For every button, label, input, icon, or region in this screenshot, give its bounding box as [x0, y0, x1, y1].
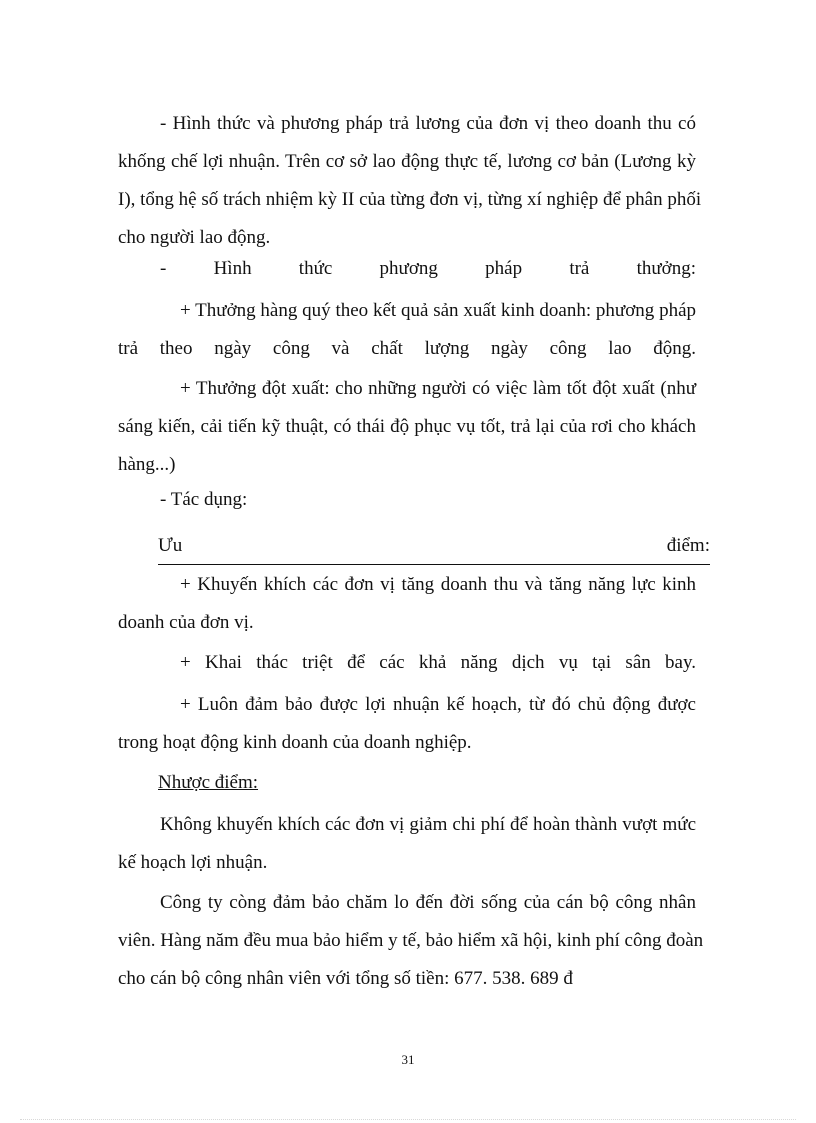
heading-word: phương [379, 258, 438, 279]
text-line: + Khuyến khích các đơn vị tăng doanh thu và tăng năng lực kinh [180, 574, 696, 595]
paragraph-special-bonus [118, 370, 696, 484]
text-line: - Hình thức và phương pháp trả lương của đơn vị theo doanh thu có [160, 113, 696, 134]
advantages-heading [158, 527, 710, 565]
paragraph-disadvantages [118, 806, 696, 882]
advantages-word: điểm: [666, 535, 710, 556]
text-line: trả theo ngày công và chất lượng ngày công lao động. [118, 338, 696, 359]
text-line: - Tác dụng: [160, 489, 248, 510]
page-bottom-border [20, 1119, 796, 1120]
heading-word: thức [298, 258, 333, 279]
text-line: + Khai thác triệt để các khả năng dịch vụ tại sân bay. [180, 652, 696, 673]
advantage-item-2 [118, 644, 696, 682]
heading-word: pháp [485, 258, 523, 279]
advantage-item-1 [118, 566, 696, 642]
text-line: hàng...) [118, 454, 176, 475]
text-line: cho người lao động. [118, 227, 271, 248]
text-line: + Thưởng hàng quý theo kết quả sản xuất kinh doanh: phương pháp [180, 300, 696, 321]
page-number: 31 [401, 1052, 415, 1067]
heading-word: Hình [213, 258, 252, 279]
heading-word: trả [569, 258, 590, 279]
heading-word: - [160, 258, 167, 279]
text-line: Nhược điểm: [158, 772, 259, 793]
text-line: trong hoạt động kinh doanh của doanh nghiệp. [118, 732, 472, 753]
paragraph-closing [118, 884, 704, 998]
text-line: Không khuyến khích các đơn vị giảm chi phí để hoàn thành vượt mức [160, 814, 696, 835]
disadvantages-label [158, 764, 736, 802]
text-line: cho cán bộ công nhân viên với tổng số tiền: 677. 538. 689 đ [118, 968, 573, 989]
effects-label [160, 481, 738, 519]
text-line: viên. Hàng năm đều mua bảo hiểm y tế, bảo hiểm xã hội, kinh phí công đoàn [118, 930, 704, 951]
paragraph-salary-method [118, 105, 702, 257]
text-line: I), tổng hệ số trách nhiệm kỳ II của từng đơn vị, từng xí nghiệp để phân phối [118, 189, 702, 210]
text-line: Công ty còng đảm bảo chăm lo đến đời sống của cán bộ công nhân [160, 892, 696, 913]
text-line: + Luôn đảm bảo được lợi nhuận kế hoạch, từ đó chủ động được [180, 694, 696, 715]
advantages-word: Ưu [158, 535, 183, 556]
text-line: + Thưởng đột xuất: cho những người có việc làm tốt đột xuất (như [180, 378, 696, 399]
advantage-item-3 [118, 686, 696, 762]
text-line: khống chế lợi nhuận. Trên cơ sở lao động thực tế, lương cơ bản (Lương kỳ [118, 151, 696, 172]
text-line: doanh của đơn vị. [118, 612, 254, 633]
bonus-heading [160, 250, 696, 288]
paragraph-quarter-bonus [118, 292, 696, 368]
text-line: kế hoạch lợi nhuận. [118, 852, 268, 873]
heading-word: thưởng: [636, 258, 696, 279]
text-line: sáng kiến, cải tiến kỹ thuật, có thái độ phục vụ tốt, trả lại của rơi cho khách [118, 416, 696, 437]
